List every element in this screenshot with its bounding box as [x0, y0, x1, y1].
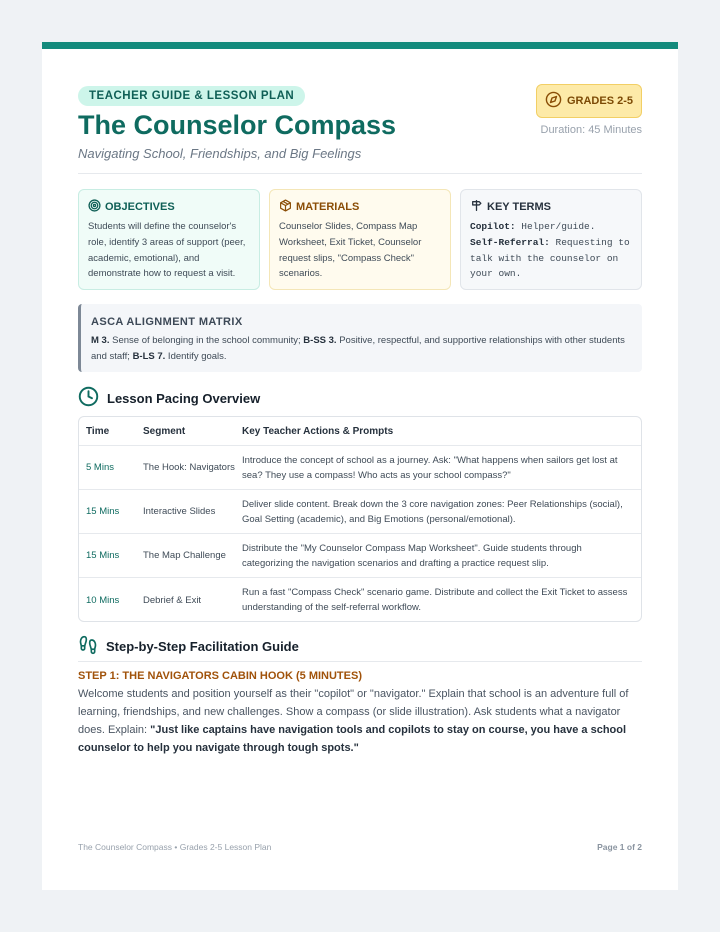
- pacing-section-heading: [78, 387, 260, 409]
- clock-icon: [78, 386, 99, 410]
- compass-icon: [545, 91, 562, 111]
- page-subtitle: Navigating School, Friendships, and Big Feelings: [78, 146, 362, 161]
- key-terms-list: [470, 219, 632, 282]
- materials-heading-label: MATERIALS: [296, 201, 360, 213]
- row-segment: The Hook: Navigators: [143, 462, 235, 473]
- row-actions: Introduce the concept of school as a journey. Ask: "What happens when sailors get lost at sea? They use a compass! Who acts as your school compass?": [242, 454, 618, 481]
- document-tag: TEACHER GUIDE & LESSON PLAN: [78, 86, 305, 106]
- asca-title: ASCA ALIGNMENT MATRIX: [91, 316, 243, 328]
- term-copilot-definition: Helper/guide.: [515, 221, 596, 232]
- box-icon: [279, 199, 292, 215]
- row-segment: Interactive Slides: [143, 506, 216, 517]
- term-self-referral: Self-Referral:: [470, 236, 550, 248]
- objectives-heading: [88, 199, 250, 215]
- grade-badge: [536, 84, 642, 118]
- accent-bar: [42, 42, 678, 49]
- step-title: STEP 1: THE NAVIGATORS CABIN HOOK (5 MINUTES): [78, 670, 362, 682]
- header-divider: [78, 173, 642, 174]
- row-actions: Deliver slide content. Break down the 3 core navigation zones: Peer Relationships (social), Goal Setting (academic), and Big Emotions (personal/emotional).: [242, 498, 623, 525]
- row-segment: The Map Challenge: [143, 550, 226, 561]
- page-number: Page 1 of 2: [597, 842, 642, 852]
- term-copilot: Copilot:: [470, 221, 516, 232]
- key-terms-heading: [470, 199, 632, 215]
- column-header-segment: Segment: [143, 425, 186, 437]
- grade-label: GRADES 2-5: [566, 95, 633, 107]
- duration-text: Duration: 45 Minutes: [540, 124, 642, 136]
- asca-text: Sense of belonging in the school community;: [109, 335, 304, 346]
- pacing-table: [78, 416, 642, 622]
- facilitation-section-heading: [78, 635, 299, 657]
- materials-card: [269, 189, 451, 290]
- lesson-plan-page: [42, 42, 678, 890]
- asca-text: Positive, respectful, and supportive relationships with other students and staff;: [91, 335, 625, 362]
- asca-code: B-SS 3.: [303, 335, 337, 346]
- step-text: Welcome students and position yourself as their "copilot" or "navigator." Explain that school is an adventure full of learning, friendships, and new challenges. Show a compass (or slide illustration). Ask students what a navigator does. Explain:: [78, 688, 629, 736]
- column-header-actions: Key Teacher Actions & Prompts: [242, 425, 394, 437]
- table-header-row: [79, 417, 641, 446]
- step-quote: "Just like captains have navigation tools and copilots to stay on course, you have a school counselor to help you navigate through tough spots.": [78, 724, 627, 754]
- target-icon: [88, 199, 101, 215]
- facilitation-divider: [78, 661, 642, 662]
- row-time: 10 Mins: [86, 594, 120, 606]
- column-header-time: Time: [86, 425, 110, 437]
- row-actions: Distribute the "My Counselor Compass Map Worksheet". Guide students through categorizing the navigation scenarios and drafting a practice request slip.: [242, 542, 582, 569]
- facilitation-heading-label: Step-by-Step Facilitation Guide: [106, 638, 299, 654]
- asca-code: B-LS 7.: [132, 350, 166, 362]
- objectives-text: Students will define the counselor's role, identify 3 areas of support (peer, academic, emotional), and demonstrate how to request a visit.: [88, 221, 246, 280]
- objectives-heading-label: OBJECTIVES: [105, 201, 175, 213]
- row-actions: Run a fast "Compass Check" scenario game. Distribute and collect the Exit Ticket to assess understanding of the self-referral workflow.: [242, 587, 628, 613]
- term-self-referral-definition: Requesting to talk with the counselor on your own.: [470, 236, 630, 280]
- footsteps-icon: [78, 635, 98, 658]
- table-row: [79, 534, 641, 578]
- row-time: 15 Mins: [86, 550, 120, 561]
- materials-heading: [279, 199, 441, 215]
- asca-code: M 3.: [91, 335, 110, 346]
- table-row: [79, 446, 641, 490]
- table-row: [79, 578, 641, 622]
- signpost-icon: [470, 199, 483, 215]
- key-terms-heading-label: KEY TERMS: [487, 201, 551, 213]
- footer-title: The Counselor Compass • Grades 2-5 Lesson Plan: [78, 842, 272, 852]
- asca-alignment-box: [78, 304, 642, 372]
- asca-standards: [91, 333, 632, 364]
- row-time: 5 Mins: [86, 462, 114, 473]
- row-segment: Debrief & Exit: [143, 594, 202, 606]
- table-row: [79, 490, 641, 534]
- asca-text: Identify goals.: [165, 350, 227, 362]
- page-title: The Counselor Compass: [78, 110, 397, 140]
- materials-text: Counselor Slides, Compass Map Worksheet, Exit Ticket, Counselor request slips, "Compass Check" scenarios.: [279, 221, 422, 280]
- step-body: [78, 685, 646, 757]
- objectives-card: [78, 189, 260, 290]
- row-time: 15 Mins: [86, 506, 120, 517]
- key-terms-card: [460, 189, 642, 290]
- pacing-heading-label: Lesson Pacing Overview: [107, 390, 261, 406]
